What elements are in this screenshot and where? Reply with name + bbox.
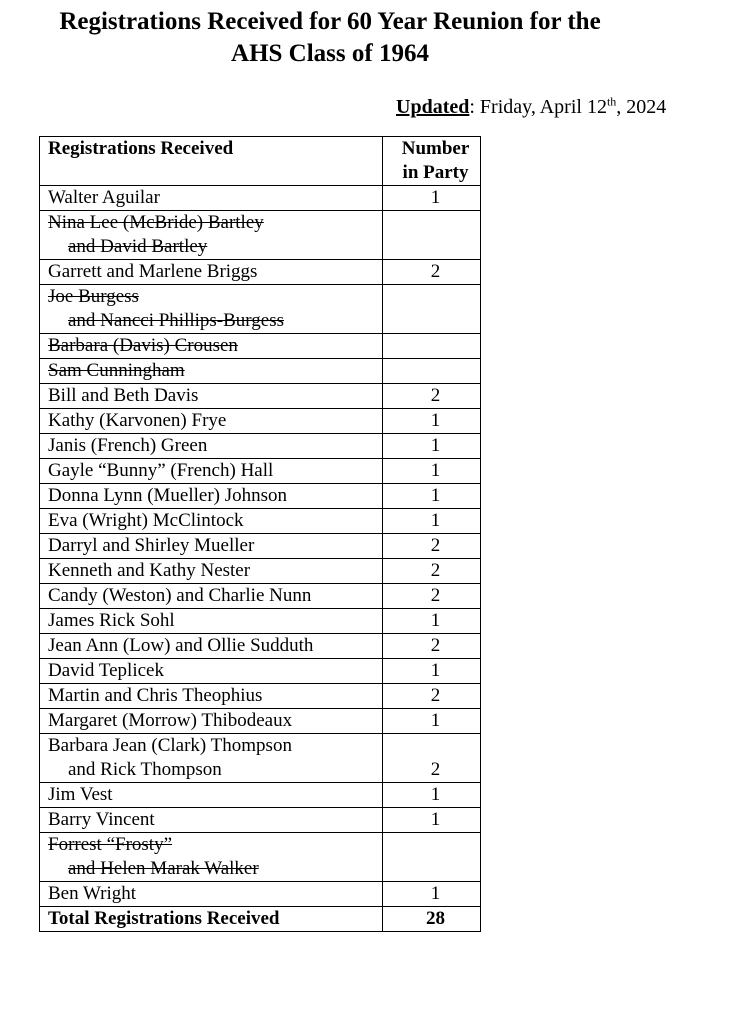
table-row (40, 833, 481, 882)
registrant-name-line-2-text: and David Bartley (68, 236, 208, 257)
registrant-name (40, 833, 383, 882)
party-count: 2 (383, 584, 481, 609)
registrant-name-line-2: and Rick Thompson (68, 759, 222, 780)
party-count (383, 359, 481, 384)
table-row (40, 609, 481, 634)
updated-date-prefix: Friday, April 12 (479, 96, 607, 118)
registrant-name-line-1: Candy (Weston) and Charlie Nunn (48, 585, 312, 606)
table-row (40, 260, 481, 285)
registrant-name-line-2 (48, 235, 382, 259)
registrant-name-line-1: Nina Lee (McBride) Bartley (48, 212, 264, 233)
registrant-name (40, 285, 383, 334)
registrant-name-line-2-text: and Helen Marak Walker (68, 858, 259, 879)
table-row (40, 709, 481, 734)
party-count: 1 (383, 808, 481, 833)
header-number-line-1: Number (401, 138, 470, 159)
registrant-name-line-1: Barry Vincent (48, 809, 155, 830)
party-count: 2 (383, 534, 481, 559)
registrant-name (40, 584, 383, 609)
registrant-name (40, 734, 383, 783)
registrant-name-line-2 (48, 857, 382, 881)
registrant-name (40, 509, 383, 534)
party-count: 2 (383, 384, 481, 409)
table-row (40, 285, 481, 334)
registrant-name (40, 559, 383, 584)
party-count: 1 (383, 709, 481, 734)
registrant-name-line-1: Donna Lynn (Mueller) Johnson (48, 485, 288, 506)
registrant-name-line-1: Joe Burgess (48, 286, 139, 307)
party-count (383, 211, 481, 260)
registrant-name-line-1: Bill and Beth Davis (48, 385, 199, 406)
table-row (40, 783, 481, 808)
registrant-name (40, 459, 383, 484)
title-line-1: Registrations Received for 60 Year Reunion for the (59, 8, 601, 35)
party-count: 1 (383, 484, 481, 509)
party-count: 1 (383, 434, 481, 459)
party-count: 2 (383, 634, 481, 659)
table-row (40, 534, 481, 559)
registrant-name-line-1: David Teplicek (48, 660, 164, 681)
registrant-name-line-1: Janis (French) Green (48, 435, 208, 456)
registrant-name (40, 211, 383, 260)
total-row (40, 907, 481, 932)
registrant-name-line-1: James Rick Sohl (48, 610, 175, 631)
registrant-name (40, 534, 383, 559)
table-row (40, 659, 481, 684)
registrant-name (40, 709, 383, 734)
party-count: 1 (383, 609, 481, 634)
table-row (40, 459, 481, 484)
party-count: 1 (383, 783, 481, 808)
updated-date-year: , 2024 (616, 96, 667, 118)
registrant-name-line-2 (48, 309, 382, 333)
registrant-name (40, 808, 383, 833)
registrant-name (40, 634, 383, 659)
total-value: 28 (383, 907, 481, 932)
table-row (40, 484, 481, 509)
party-count: 1 (383, 659, 481, 684)
registrant-name (40, 783, 383, 808)
document-title (0, 6, 660, 70)
registrant-name-line-1: Margaret (Morrow) Thibodeaux (48, 710, 293, 731)
table-row (40, 734, 481, 783)
table-row (40, 211, 481, 260)
header-number-line-2: in Party (402, 162, 469, 183)
table-row (40, 409, 481, 434)
updated-date (396, 94, 666, 120)
registrant-name-line-1: Garrett and Marlene Briggs (48, 261, 258, 282)
registrant-name (40, 359, 383, 384)
party-count: 1 (383, 882, 481, 907)
registrant-name (40, 882, 383, 907)
registrant-name (40, 484, 383, 509)
party-count: 1 (383, 409, 481, 434)
registrant-name-line-1: Barbara (Davis) Crousen (48, 335, 238, 356)
registrant-name-line-1: Jim Vest (48, 784, 113, 805)
registrant-name (40, 409, 383, 434)
table-row (40, 384, 481, 409)
table-row (40, 882, 481, 907)
registrant-name-line-1: Darryl and Shirley Mueller (48, 535, 255, 556)
table-row (40, 359, 481, 384)
registrant-name-line-1: Barbara Jean (Clark) Thompson (48, 735, 292, 756)
table-row (40, 584, 481, 609)
table-row (40, 186, 481, 211)
party-count (383, 833, 481, 882)
header-registrations: Registrations Received (40, 137, 383, 186)
registrant-name-line-2-text: and Nancci Phillips-Burgess (68, 310, 285, 331)
updated-separator: : (469, 96, 480, 118)
registrant-name-line-1: Kathy (Karvonen) Frye (48, 410, 227, 431)
table-row (40, 434, 481, 459)
party-count: 2 (383, 734, 481, 783)
party-count (383, 285, 481, 334)
registrant-name (40, 609, 383, 634)
registrant-name-line-1: Eva (Wright) McClintock (48, 510, 244, 531)
registrant-name (40, 434, 383, 459)
registrant-name-line-1: Forrest “Frosty” (48, 834, 173, 855)
registrant-name-line-1: Gayle “Bunny” (French) Hall (48, 460, 274, 481)
table-header-row (40, 137, 481, 186)
table-row (40, 684, 481, 709)
party-count: 2 (383, 559, 481, 584)
registrant-name-line-1: Sam Cunningham (48, 360, 185, 381)
registrant-name-line-1: Jean Ann (Low) and Ollie Sudduth (48, 635, 314, 656)
registrant-name-line-1: Kenneth and Kathy Nester (48, 560, 251, 581)
total-label: Total Registrations Received (40, 907, 383, 932)
party-count: 2 (383, 684, 481, 709)
table-body (40, 186, 481, 907)
updated-label: Updated (396, 96, 470, 118)
party-count: 1 (383, 459, 481, 484)
registrant-name (40, 684, 383, 709)
party-count: 1 (383, 509, 481, 534)
party-count (383, 334, 481, 359)
registrant-name-line-1: Ben Wright (48, 883, 137, 904)
title-line-2: AHS Class of 1964 (231, 40, 429, 67)
registrations-table (39, 136, 481, 932)
updated-date-ordinal: th (606, 94, 617, 109)
registrant-name-line-1: Walter Aguilar (48, 187, 160, 208)
registrant-name-line-1: Martin and Chris Theophius (48, 685, 263, 706)
table-row (40, 808, 481, 833)
registrant-name (40, 334, 383, 359)
party-count: 1 (383, 186, 481, 211)
registrant-name (40, 659, 383, 684)
registrant-name (40, 384, 383, 409)
registrant-name (40, 260, 383, 285)
table-row (40, 559, 481, 584)
table-row (40, 334, 481, 359)
party-count: 2 (383, 260, 481, 285)
table-row (40, 509, 481, 534)
registrant-name (40, 186, 383, 211)
header-number-in-party (383, 137, 481, 186)
table-row (40, 634, 481, 659)
